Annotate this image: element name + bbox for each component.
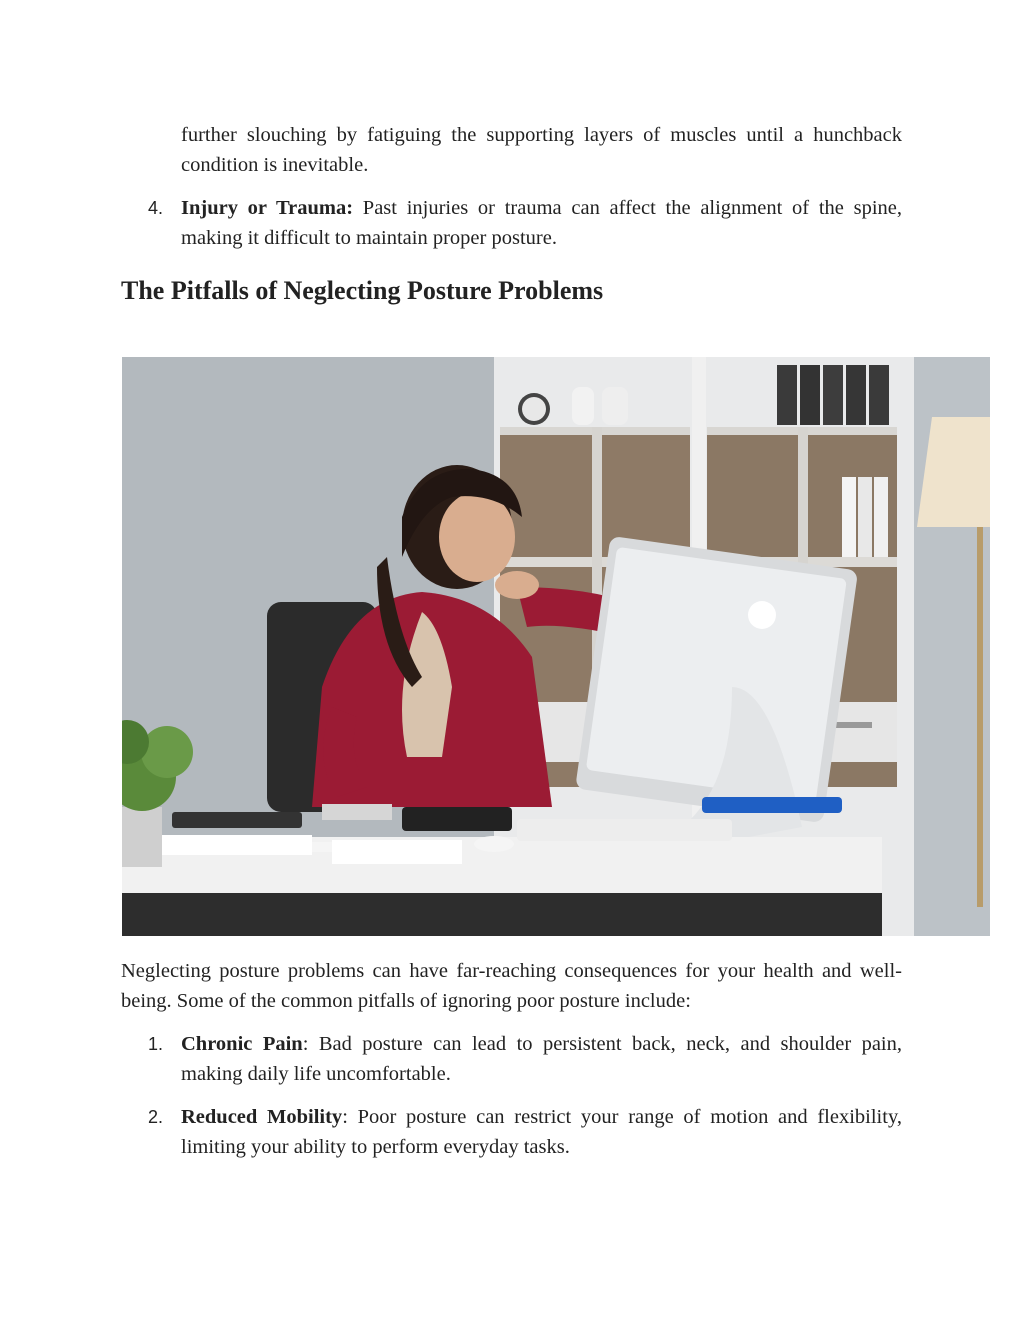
list-term: Injury or Trauma: bbox=[181, 197, 354, 219]
list-number: 4. bbox=[148, 198, 164, 218]
list-text: : Poor posture can restrict your range of motion and flexibility, limiting your ability to perform everyday tasks. bbox=[181, 1106, 902, 1158]
section-heading: The Pitfalls of Neglecting Posture Problems bbox=[121, 276, 604, 305]
list-number: 1. bbox=[148, 1034, 164, 1054]
list-term: Chronic Pain bbox=[181, 1033, 303, 1055]
list-item-reduced-mobility bbox=[148, 1102, 902, 1162]
list-text: : Bad posture can lead to persistent back, neck, and shoulder pain, making daily life uncomfortable. bbox=[181, 1033, 903, 1085]
office-photo bbox=[122, 357, 990, 936]
list-item-chronic-pain bbox=[148, 1029, 903, 1089]
list-number: 2. bbox=[148, 1107, 164, 1127]
list-term: Reduced Mobility bbox=[181, 1106, 343, 1128]
list-item-injury-or-trauma bbox=[148, 193, 902, 253]
intro-paragraph: Neglecting posture problems can have far-reaching consequences for your health and well-being. Some of the common pitfalls of ignoring poor posture include: bbox=[121, 960, 902, 1012]
list-text: Past injuries or trauma can affect the alignment of the spine, making it difficult to maintain proper posture. bbox=[181, 197, 902, 249]
continuation-paragraph: further slouching by fatiguing the supporting layers of muscles until a hunchback condition is inevitable. bbox=[181, 124, 902, 176]
photo-illustration bbox=[122, 357, 990, 936]
